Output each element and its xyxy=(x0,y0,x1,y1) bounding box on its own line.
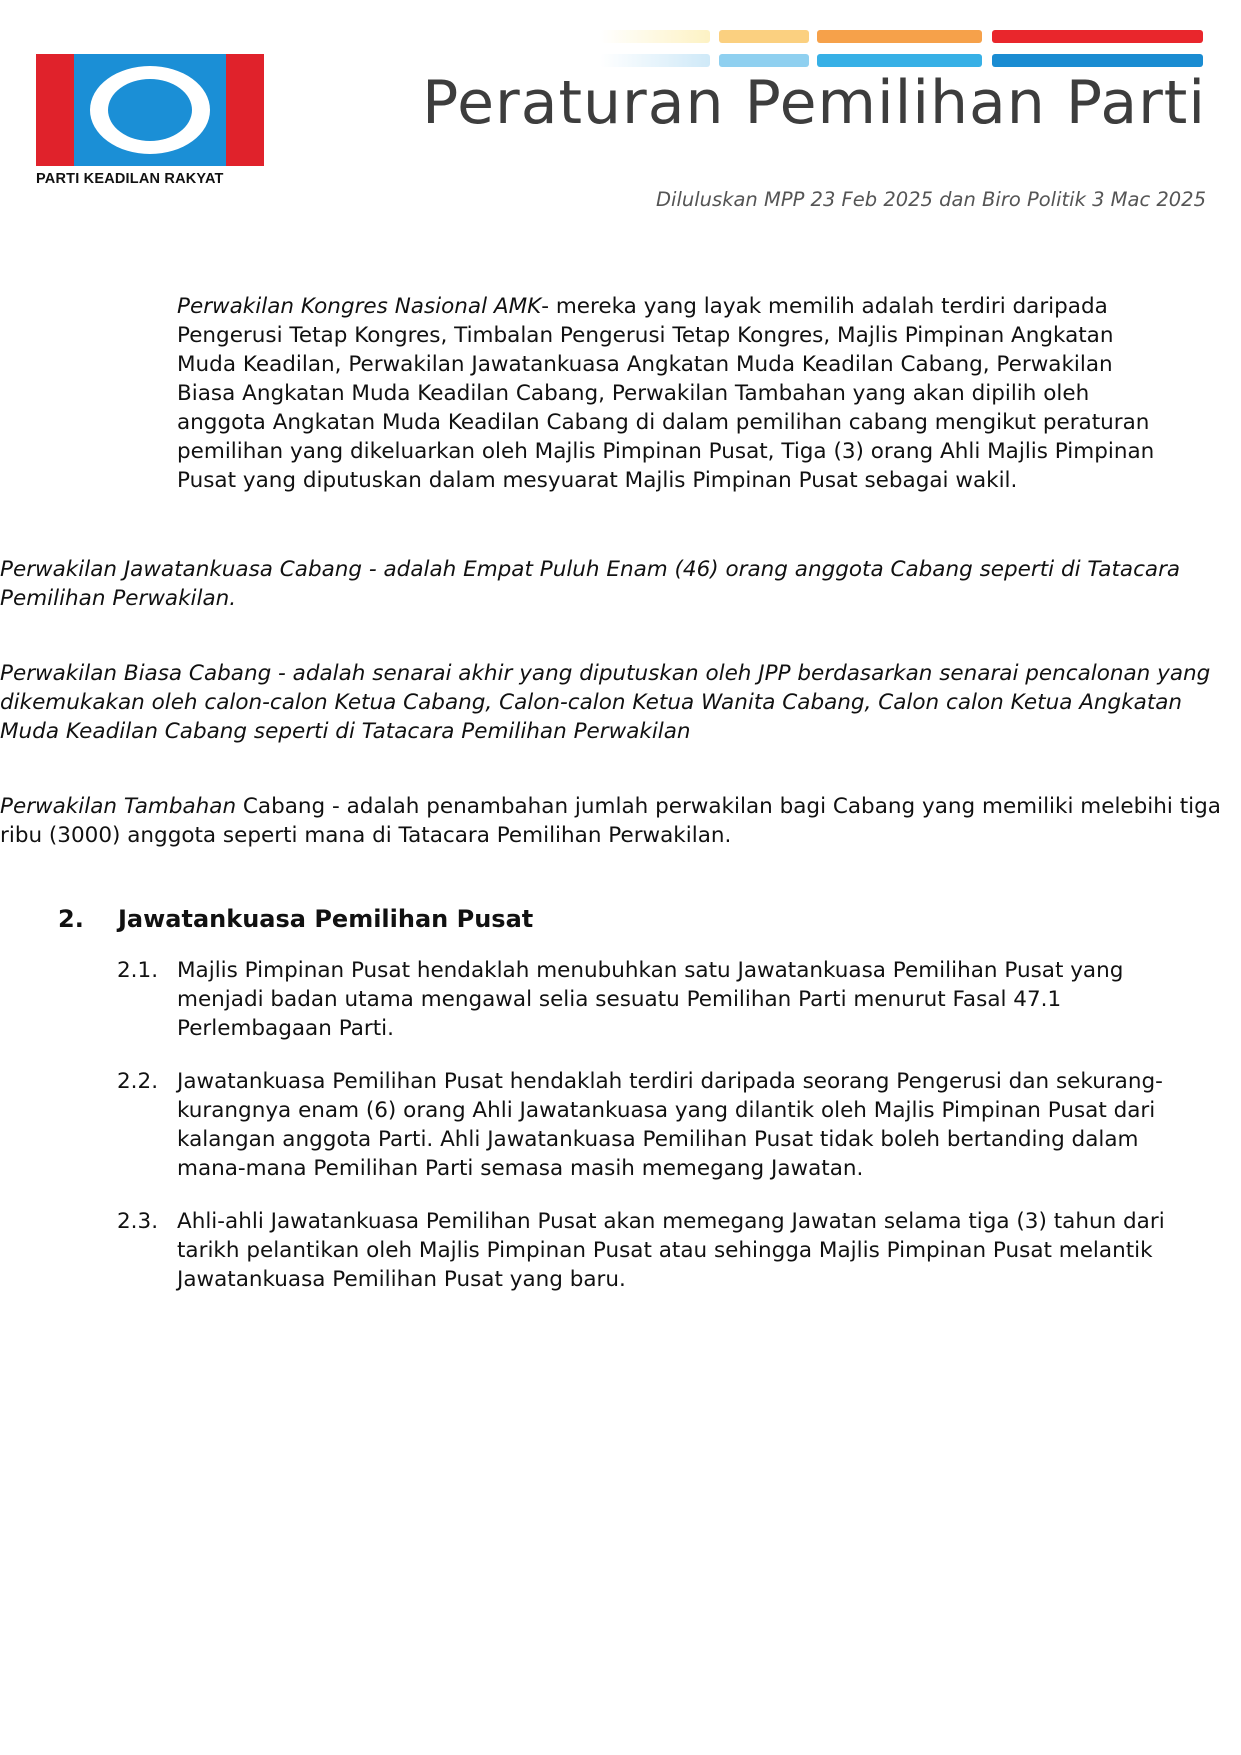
clause-2-3 xyxy=(0,1207,1175,1294)
paragraph-text: Cabang - adalah penambahan jumlah perwakilan bagi Cabang yang memiliki melebihi tiga ribu (3000) anggota seperti mana di Tatacara Pemilihan Perwakilan. xyxy=(0,794,1221,848)
clause-text: Ahli-ahli Jawatankuasa Pemilihan Pusat akan memegang Jawatan selama tiga (3) tahun dari tarikh pelantikan oleh Majlis Pimpinan Pusat atau sehingga Majlis Pimpinan Pusat melantik Jawatankuasa Pemilihan Pusat yang baru. xyxy=(177,1209,1165,1292)
clause-text: Majlis Pimpinan Pusat hendaklah menubuhkan satu Jawatankuasa Pemilihan Pusat yang menjadi badan utama mengawal selia sesuatu Pemilihan Parti menurut Fasal 47.1 Perlembagaan Parti. xyxy=(177,958,1124,1041)
clause-number: 2.1. xyxy=(117,958,159,983)
color-bar xyxy=(719,54,809,67)
section-number: 2. xyxy=(58,905,84,933)
color-bar xyxy=(992,54,1203,67)
clause-2-2 xyxy=(0,1067,1175,1183)
color-bar xyxy=(817,30,982,43)
color-bar xyxy=(817,54,982,67)
paragraph-lead: Perwakilan Biasa Cabang - adalah senarai akhir yang diputuskan oleh JPP berdasarkan senarai pencalonan yang dikemukakan oleh calon-calon Ketua Cabang, Calon-calon Ketua Wanita Cabang, Calon calon Ketua Angkatan Muda Keadilan Cabang seperti di Tatacara Pemilihan Perwakilan xyxy=(0,661,1211,744)
section-title: Jawatankuasa Pemilihan Pusat xyxy=(118,905,534,933)
color-bar xyxy=(992,30,1203,43)
clause-2-1 xyxy=(0,956,1175,1043)
logo-flag xyxy=(36,54,264,166)
paragraph-amk-congress xyxy=(177,292,1175,495)
clause-text: Jawatankuasa Pemilihan Pusat hendaklah terdiri daripada seorang Pengerusi dan sekurang- kurangnya enam (6) orang Ahli Jawatankuasa yang dilantik oleh Majlis Pimpinan Pusat dari kalangan anggota Parti. Ahli Jawatankuasa Pemilihan Pusat tidak boleh bertanding dalam mana-mana Pemilihan Parti semasa masih memegang Jawatan. xyxy=(177,1069,1163,1181)
document-title: Peraturan Pemilihan Parti xyxy=(422,68,1206,138)
paragraph-additional-delegates xyxy=(0,792,1241,850)
section-heading xyxy=(0,902,1241,936)
document-approval-note: Diluluskan MPP 23 Feb 2025 dan Biro Politik 3 Mac 2025 xyxy=(656,188,1206,211)
paragraph-lead: Perwakilan Kongres Nasional AMK xyxy=(177,294,542,319)
color-bar xyxy=(600,54,710,67)
logo-ring-icon xyxy=(90,66,210,154)
clause-number: 2.3. xyxy=(117,1209,159,1234)
paragraph-lead: Perwakilan Jawatankuasa Cabang - adalah Empat Puluh Enam (46) orang anggota Cabang seperti di Tatacara Pemilihan Perwakilan. xyxy=(0,557,1181,611)
paragraph-text: - mereka yang layak memilih adalah terdiri daripada Pengerusi Tetap Kongres, Timbalan Pengerusi Tetap Kongres, Majlis Pimpinan Angkatan Muda Keadilan, Perwakilan Jawatankuasa Angkatan Muda Keadilan Cabang, Perwakilan Biasa Angkatan Muda Keadilan Cabang, Perwakilan Tambahan yang akan dipilih oleh anggota Angkatan Muda Keadilan Cabang di dalam pemilihan cabang mengikut peraturan pemilihan yang dikeluarkan oleh Majlis Pimpinan Pusat, Tiga (3) orang Ahli Majlis Pimpinan Pusat yang diputuskan dalam mesyuarat Majlis Pimpinan Pusat sebagai wakil. xyxy=(177,294,1155,493)
paragraph-ordinary-delegates xyxy=(0,659,1241,746)
logo-text: PARTI KEADILAN RAKYAT xyxy=(36,171,224,187)
paragraph-lead: Perwakilan Tambahan xyxy=(0,794,237,819)
party-logo xyxy=(36,54,264,187)
color-bar xyxy=(600,30,710,43)
document-body xyxy=(0,292,1241,1294)
color-bar xyxy=(719,30,809,43)
paragraph-branch-committee xyxy=(0,555,1241,613)
clause-number: 2.2. xyxy=(117,1069,159,1094)
